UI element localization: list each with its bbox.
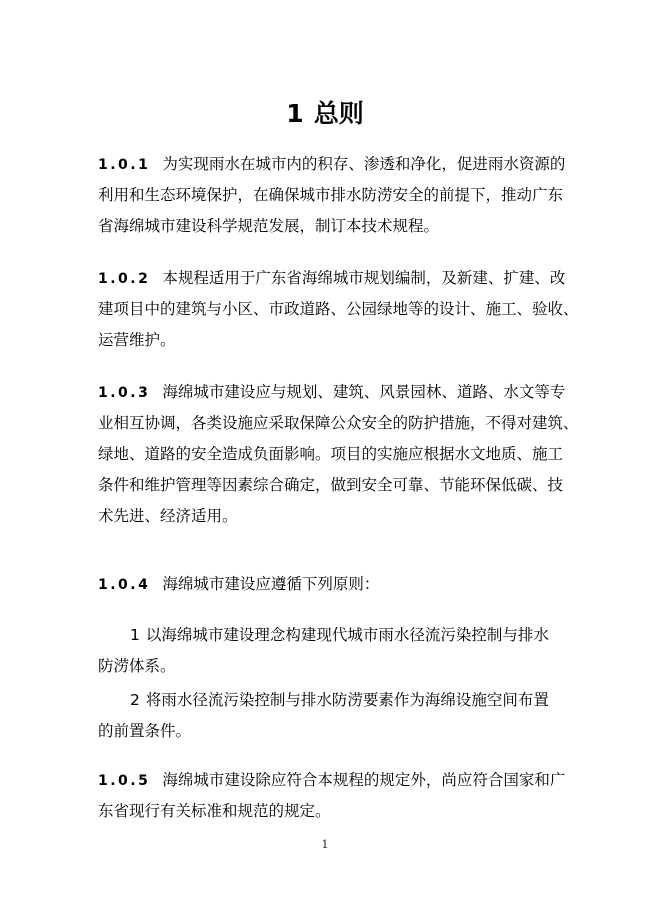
- clause-line: 建项目中的建筑与小区、市政道路、公园绿地等的设计、施工、验收、: [98, 300, 579, 318]
- chapter-heading: [0, 96, 650, 132]
- clause-line: 条件和维护管理等因素综合确定，做到安全可靠、节能环保低碳、技: [98, 476, 564, 494]
- clause-number: 1.0.2: [98, 271, 151, 287]
- chapter-number: 1: [286, 99, 304, 128]
- clause-line: [98, 765, 566, 796]
- clause-line: [98, 377, 566, 408]
- principle-line: 防涝体系。: [98, 657, 176, 675]
- clause-1-0-2: [98, 263, 579, 356]
- clause-text: 为实现雨水在城市内的积存、渗透和净化，促进雨水资源的: [162, 155, 566, 173]
- principle-number: 2: [130, 691, 140, 709]
- clause-text: 海绵城市建设应遵循下列原则：: [162, 575, 380, 593]
- clause-number: 1.0.4: [98, 577, 151, 593]
- clause-number: 1.0.1: [98, 157, 151, 173]
- clause-text: 海绵城市建设应与规划、建筑、风景园林、道路、水文等专: [162, 383, 566, 401]
- clause-line: 绿地、道路的安全造成负面影响。项目的实施应根据水文地质、施工: [98, 445, 564, 463]
- clause-line: 术先进、经济适用。: [98, 507, 238, 525]
- principle-item-1: [98, 620, 558, 682]
- chapter-title: 总则: [313, 99, 364, 128]
- principle-text: 以海绵城市建设理念构建现代城市雨水径流污染控制与排水: [145, 626, 549, 644]
- clause-1-0-3: [98, 377, 579, 532]
- principle-line: [98, 620, 558, 651]
- clause-number: 1.0.5: [98, 773, 151, 789]
- clause-line: 运营维护。: [98, 331, 176, 349]
- clause-line: 东省现行有关标准和规范的规定。: [98, 802, 331, 820]
- clause-number: 1.0.3: [98, 385, 151, 401]
- clause-line: [98, 569, 558, 600]
- clause-line: 利用和生态环境保护，在确保城市排水防涝安全的前提下，推动广东: [98, 186, 564, 204]
- clause-1-0-1: [98, 149, 566, 242]
- principle-item-2: [98, 685, 558, 747]
- principle-text: 将雨水径流污染控制与排水防涝要素作为海绵设施空间布置: [145, 691, 549, 709]
- clause-1-0-4: [98, 569, 558, 600]
- clause-line: 省海绵城市建设科学规范发展，制订本技术规程。: [98, 217, 440, 235]
- clause-line: [98, 149, 566, 180]
- clause-line: 业相互协调，各类设施应采取保障公众安全的防护措施，不得对建筑、: [98, 414, 579, 432]
- page-number: 1: [321, 838, 329, 851]
- principle-number: 1: [130, 626, 140, 644]
- clause-1-0-5: [98, 765, 566, 827]
- principle-line: 的前置条件。: [98, 722, 192, 740]
- clause-line: [98, 263, 566, 294]
- principle-line: [98, 685, 558, 716]
- clause-text: 海绵城市建设除应符合本规程的规定外，尚应符合国家和广: [162, 771, 566, 789]
- clause-text: 本规程适用于广东省海绵城市规划编制，及新建、扩建、改: [162, 269, 566, 287]
